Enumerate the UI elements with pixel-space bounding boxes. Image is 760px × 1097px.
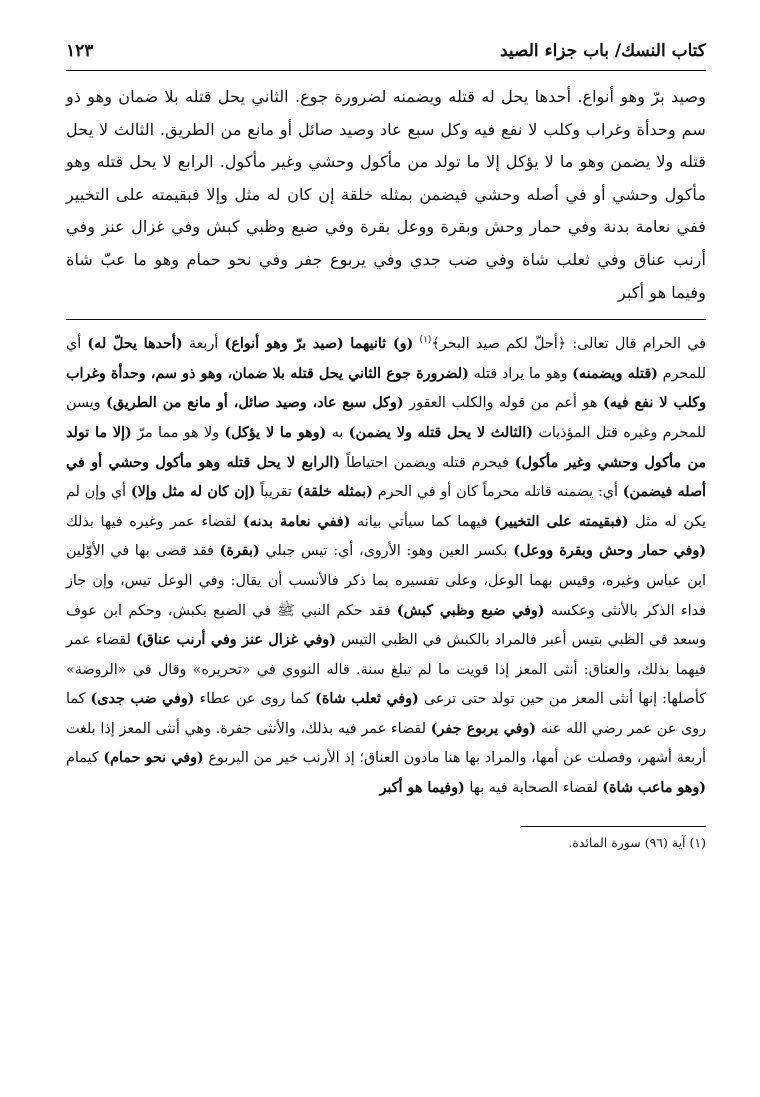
matn-text: وصيد برّ وهو أنواع. أحدها يحل له قتله ويضمنه لضرورة جوع. الثاني يحل قتله بلا ضمان وهو ذو سم وحدأة وغراب وكلب لا نفع فيه وكل سبع عاد وصيد صائل أو مانع من الطريق. الثالث لا يحل قتله ولا يضمن وهو ما لا يؤكل إلا ما تولد من مأكول وحشي وغير مأكول. الرابع لا يحل قتله وهو مأكول وحشي أو في أصله وحشي فيضمن بمثله خلقة إن كان له مثل وإلا فبقيمته على التخيير ففي نعامة بدنة وفي حمار وحش وبقرة ووعل بقرة وفي ضبع وظبي كبش وفي غزال عنز وفي أرنب عناق وفي ثعلب شاة وفي ضب جدي وفي يربوع جفر وفي نحو حمام وهو ما عبّ شاة وفيما هو أكبر: [66, 87, 706, 302]
sharh-segment: أي للمحرم: [66, 336, 706, 382]
page-number: ١٢٣: [66, 41, 94, 61]
footnote-divider: [521, 826, 706, 827]
sharh-bold: (إلا ما تولد من مأكول وحشي وغير مأكول): [66, 424, 706, 471]
sharh-segment: تقريباً: [255, 484, 297, 501]
footnote-marker[interactable]: (١): [419, 335, 432, 346]
sharh-segment: أي وإن لم يكن له مثل: [66, 484, 706, 530]
sharh-bold: (وفي ثعلب شاة): [315, 691, 419, 708]
running-title: كتاب النسك/ باب جزاء الصيد: [499, 41, 706, 61]
sharh-bold: (وفي يربوع جفر): [430, 720, 537, 737]
sharh-segment: كما روى عن عمر رضي الله عنه: [66, 691, 706, 737]
sharh-segment: فقد قضى بها في الأوّلين ابن عباس وغيره، وقيس بهما الوعل، وعلى تفسيره بما ذكر فالأنسب أن يقال: وفي الوعل تيس، وإن جاز فداء الذكر بالأنثى وعكسه: [66, 543, 706, 619]
sharh-bold: (وفيما هو أكبر: [379, 780, 465, 797]
sharh-segment: وهو ما يراد قتله: [468, 365, 573, 382]
sharh-bold: (لضرورة جوع الثاني يحل قتله بلا ضمان، وهو ذو سم، وحدأة وغراب وكلب لا نفع فيه): [66, 365, 706, 412]
sharh-bold: (وهو ما لا يؤكل): [224, 424, 327, 441]
header-divider: [66, 70, 706, 71]
sharh-segment: أي: يضمنه قاتله محرماً كان أو في الحرم: [372, 484, 623, 501]
footnote: (١) آية (٩٦) سورة المائدة.: [568, 834, 706, 850]
sharh-text: [66, 330, 706, 804]
page-header: [66, 38, 706, 66]
sharh-bold: (بمثله خلقة): [296, 484, 373, 501]
sharh-segment: لقضاء عمر فيهما بذلك، والعناق: أنثى المعز إذا قويت ما لم تبلغ سنة. قاله النووي في «تحريره» وقال في «الروضة» كأصلها: إنها أنثى المعز من حين تولد حتى ترعى: [66, 632, 706, 708]
sharh-bold: (وكل سبع عاد، وصيد صائل، أو مانع من الطريق): [106, 395, 404, 412]
sharh-bold: (قتله ويضمنه): [572, 365, 658, 382]
sharh-segment: في الحرام قال تعالى: ﴿أحلّ لكم صيد البحر﴾: [431, 336, 707, 353]
sharh-bold: (وفي ضب جدى): [90, 691, 195, 708]
sharh-bold: (إن كان له مثل وإلا): [130, 484, 256, 501]
sharh-segment: ولا هو مما مرّ: [131, 424, 225, 441]
sharh-segment: فقد حكم النبي ﷺ في الضبع بكبش، وحكم ابن عوف وسعد في الظبي بتيس أعبر فالمراد بالكبش في الظبي التيس: [66, 602, 707, 649]
sharh-segment: ويسن للمحرم وغيره قتل المؤذيات: [66, 395, 706, 441]
sharh-segment: بكسر العين وهو: الأروى، أي: تيس جبلي: [259, 543, 514, 560]
matn-divider: [66, 319, 706, 320]
book-page: [66, 38, 706, 853]
sharh-bold: (فبقيمته على التخيير): [494, 513, 629, 530]
sharh-segment: به: [326, 424, 349, 441]
sharh-segment: لقضاء الصحابة فيه بها: [464, 780, 603, 797]
sharh-segment: هو أعم من قوله والكلب العقور: [403, 395, 603, 412]
sharh-bold: (أحدها يحلّ له): [87, 336, 183, 353]
sharh-bold: (و) ثانيهما (صيد برّ وهو أنواع): [224, 336, 414, 353]
sharh-bold: (وفي نحو حمام): [103, 750, 204, 767]
sharh-segment: لقضاء عمر وغيره فيها بذلك: [66, 513, 244, 530]
sharh-segment: فيحرم قتله ويضمن احتياطاً: [340, 454, 515, 471]
sharh-bold: (الثالث لا يحل قتله ولا يضمن): [348, 424, 533, 441]
sharh-segment: فيهما كما سيأتي بيانه: [350, 513, 495, 530]
sharh-bold: (وفي غزال عنز وفي أرنب عناق): [135, 632, 336, 649]
sharh-segment: لقضاء عمر فيه بذلك، والأنثى جفرة. وهي أنثى المعز إذا بلغت أربعة أشهر، وفصلت عن أمها، والمراد بها هنا مادون العناق؛ إذ الأرنب خير من اليربوع: [66, 720, 706, 767]
sharh-bold: (وفي حمار وحش وبقرة ووعل): [513, 543, 707, 560]
sharh-segment: كيمام: [66, 750, 104, 767]
sharh-bold: (بقرة): [219, 543, 260, 560]
sharh-bold: (وهو ماعب شاة): [602, 780, 706, 797]
sharh-bold: (ففي نعامة بدنه): [243, 513, 351, 530]
sharh-bold: (الرابع لا يحل قتله وهو مأكول وحشي أو في أصله فيضمن): [66, 454, 706, 501]
sharh-bold: (وفي ضبع وظبي كبش): [396, 602, 545, 619]
sharh-segment: أربعة: [182, 336, 225, 353]
sharh-segment: كما روى عن عطاء: [194, 691, 316, 708]
